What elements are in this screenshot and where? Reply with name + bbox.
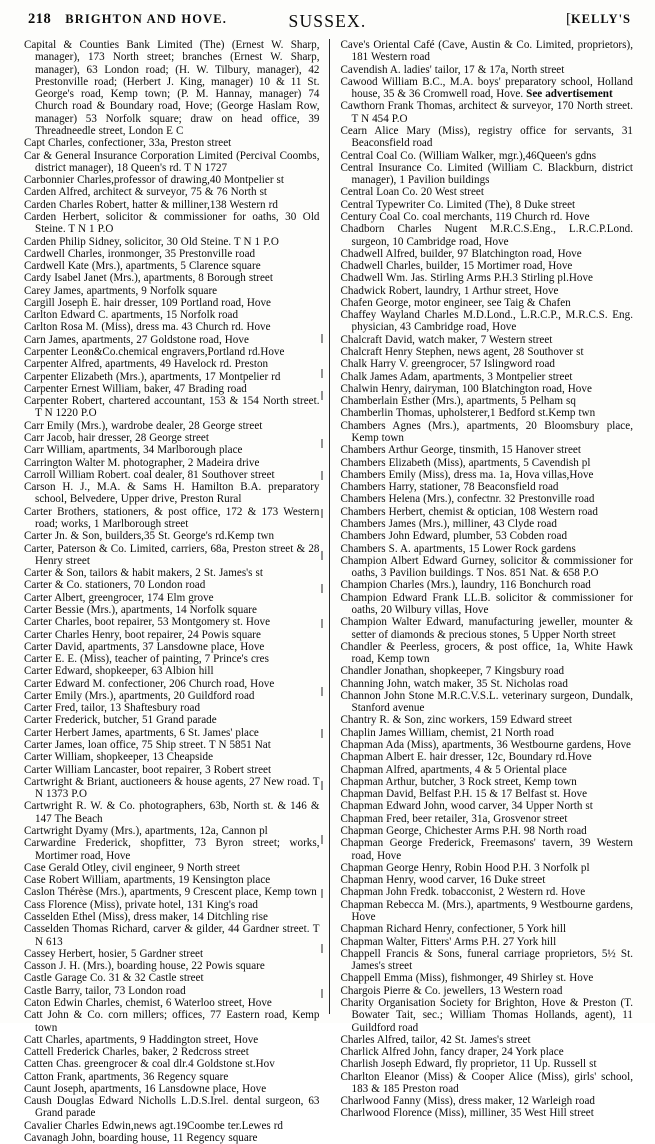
directory-entry: Central Typewriter Co. Limited (The), 8 Duke street bbox=[340, 198, 576, 211]
directory-entry: Carbonnier Charles,professor of drawing,40 Montpelier st bbox=[24, 174, 284, 187]
directory-entry: Carter James, loan office, 75 Ship street. T N 5851 Nat bbox=[24, 739, 271, 752]
directory-entry: Charlick Alfred John, fancy draper, 24 York place bbox=[340, 1046, 564, 1059]
directory-entry: Charlwood Florence (Miss), milliner, 35 West Hill street bbox=[340, 1107, 594, 1120]
directory-entry: Carter Charles, boot repairer, 53 Montgomery st. Hove bbox=[24, 616, 271, 629]
directory-entry: Cavendish A. ladies' tailor, 17 & 17a, North street bbox=[340, 63, 565, 76]
directory-entry: Caush Douglas Edward Nicholls L.D.S.Irel. dental surgeon, 63 Grand parade bbox=[24, 1095, 320, 1120]
directory-entry: Caslon Thérèse (Mrs.), apartments, 9 Crescent place, Kemp town bbox=[24, 886, 317, 899]
directory-entry: Chapman Rebecca M. (Mrs.), apartments, 9 Westbourne gardens, Hove bbox=[340, 898, 633, 923]
directory-entry: Channon John Stone M.R.C.V.S.L. veterinary surgeon, Dundalk, Stanford avenue bbox=[340, 689, 633, 715]
directory-entry: Chadwell Wm. Jas. Stirling Arms P.H.3 Stirling pl.Hove bbox=[340, 272, 594, 285]
directory-entry: Chalwin Henry, dairyman, 100 Blatchington road, Hove bbox=[340, 382, 592, 395]
directory-entry: Charity Organisation Society for Brighton, Hove & Preston (T. Bowater Tait, sec.; William Thomas Hollands, agent), 11 Guildford road bbox=[340, 996, 633, 1034]
directory-entry: Cearn Alice Mary (Miss), registry office for servants, 31 Beaconsfield road bbox=[340, 124, 633, 150]
directory-entry: Catt John & Co. corn millers; offices, 77 Eastern road, Kemp town bbox=[24, 1009, 320, 1034]
directory-entry: Chaplin James William, chemist, 21 North road bbox=[340, 726, 554, 739]
directory-entry: Catton Frank, apartments, 36 Regency square bbox=[24, 1070, 229, 1083]
directory-entry: Champion Edward Frank LL.B. solicitor & commissioner for oaths, 20 Wilbury villas, Hove bbox=[340, 591, 633, 616]
directory-entry: Carter Fred, tailor, 13 Shaftesbury road bbox=[24, 702, 201, 715]
directory-entry: Chafen George, motor engineer, see Taig & Chafen bbox=[340, 296, 571, 309]
directory-entry: Cartwright Dyamy (Mrs.), apartments, 12a, Cannon pl bbox=[24, 825, 268, 837]
directory-entry: Carter Bessie (Mrs.), apartments, 14 Norfolk square bbox=[24, 603, 257, 616]
directory-entry: Chambers Agnes (Mrs.), apartments, 20 Bloomsbury place, Kemp town bbox=[340, 419, 633, 444]
directory-entry: Carter Edward M. confectioner, 206 Church road, Hove bbox=[24, 677, 275, 690]
directory-entry: Cavalier Charles Edwin,news agt.19Coombe ter.Lewes rd bbox=[24, 1119, 283, 1132]
directory-entry: Charlton Eleanor (Miss) & Cooper Alice (Miss), girls' school, 183 & 185 Preston road bbox=[340, 1070, 633, 1095]
directory-columns bbox=[24, 39, 633, 1144]
directory-entry: Chalcraft David, watch maker, 7 Western street bbox=[340, 333, 553, 346]
directory-entry: Carter & Son, tailors & habit makers, 2 St. James's st bbox=[24, 567, 263, 580]
directory-entry: Carter, Paterson & Co. Limited, carriers, 68a, Preston street & 28 Henry street bbox=[24, 542, 320, 567]
directory-entry: Cartwright R. W. & Co. photographers, 63b, North st. & 146 & 147 The Beach bbox=[24, 800, 320, 825]
directory-entry: Carn James, apartments, 27 Goldstone road, Hove bbox=[24, 333, 249, 346]
directory-entry: Chantry R. & Son, zinc workers, 159 Edward street bbox=[340, 714, 572, 727]
directory-entry: Chalk James Adam, apartments, 3 Montpelier street bbox=[340, 370, 573, 383]
directory-entry: Cass Florence (Miss), private hotel, 131 King's road bbox=[24, 898, 258, 911]
directory-entry: Chamberlain Esther (Mrs.), apartments, 5 Pelham sq bbox=[340, 395, 576, 408]
directory-entry: Chambers Helena (Mrs.), confectnr. 32 Prestonville road bbox=[340, 493, 595, 506]
directory-entry: Chapman Fred, beer retailer, 31a, Grosvenor street bbox=[340, 812, 568, 825]
directory-entry: Carrington Walter M. photographer, 2 Madeira drive bbox=[24, 456, 260, 469]
directory-entry: Chandler Jonathan, shopkeeper, 7 Kingsbury road bbox=[340, 665, 565, 678]
directory-entry: Castle Garage Co. 31 & 32 Castle street bbox=[24, 972, 204, 985]
directory-entry: Chapman Alfred, apartments, 4 & 5 Oriental place bbox=[340, 763, 567, 776]
directory-entry: Chandler & Peerless, grocers, & post office, 1a, White Hawk road, Kemp town bbox=[340, 640, 633, 666]
directory-entry: Chambers Harry, stationer, 78 Beaconsfield road bbox=[340, 481, 559, 494]
directory-entry: Chadwell Charles, builder, 15 Mortimer road, Hove bbox=[340, 260, 573, 273]
directory-entry: Carpenter Elizabeth (Mrs.), apartments, 17 Montpelier rd bbox=[24, 370, 281, 383]
directory-entry: Central Loan Co. 20 West street bbox=[340, 186, 484, 199]
directory-entry: Chapman Arthur, butcher, 3 Rock street, Kemp town bbox=[340, 775, 577, 788]
directory-entry: Cavanagh John, boarding house, 11 Regency square bbox=[24, 1132, 258, 1144]
directory-entry: Carpenter Robert, chartered accountant, 153 & 154 North street. T N 1220 P.O bbox=[24, 395, 320, 420]
directory-entry: Cardwell Charles, ironmonger, 35 Prestonville road bbox=[24, 247, 256, 260]
directory-entry: Cawood William B.C., M.A. boys' preparatory school, Holland house, 35 & 36 Cromwell road, Hove. See advertisement bbox=[340, 75, 633, 101]
directory-entry: Chapman Albert E. hair dresser, 12c, Boundary rd.Hove bbox=[340, 751, 592, 764]
directory-entry: Caunt Joseph, apartments, 16 Lansdowne place, Hove bbox=[24, 1082, 267, 1095]
directory-entry: Carter Frederick, butcher, 51 Grand parade bbox=[24, 714, 217, 727]
directory-entry: Chapman George, Chichester Arms P.H. 98 North road bbox=[340, 825, 587, 837]
directory-entry: Chaffey Wayland Charles M.D.Lond., L.R.C.P., M.R.C.S. Eng. physician, 43 Cambridge road, Hove bbox=[340, 309, 633, 334]
directory-entry: Casselden Ethel (Miss), dress maker, 14 Ditchling rise bbox=[24, 910, 268, 923]
directory-entry: Case Gerald Otley, civil engineer, 9 North street bbox=[24, 861, 240, 874]
running-head bbox=[24, 11, 633, 33]
directory-entry: Carter & Co. stationers, 70 London road bbox=[24, 579, 206, 592]
running-head-place: BRIGHTON AND HOVE. bbox=[65, 12, 228, 26]
directory-entry: Carter Emily (Mrs.), apartments, 20 Guildford road bbox=[24, 689, 255, 702]
directory-entry: Carey James, apartments, 9 Norfolk square bbox=[24, 284, 218, 297]
directory-entry: Carter William, shopkeeper, 13 Cheapside bbox=[24, 751, 214, 764]
directory-entry: Century Coal Co. coal merchants, 119 Church rd. Hove bbox=[340, 210, 590, 223]
directory-entry: Carr William, apartments, 34 Marlborough place bbox=[24, 444, 243, 457]
directory-entry: Chapman Henry, wood carver, 16 Duke street bbox=[340, 874, 546, 887]
directory-entry: Casselden Thomas Richard, carver & gilder, 44 Gardner street. T N 613 bbox=[24, 923, 320, 948]
directory-entry: Cattell Frederick Charles, baker, 2 Redcross street bbox=[24, 1046, 249, 1059]
directory-entry: Champion Charles (Mrs.), laundry, 116 Bonchurch road bbox=[340, 579, 591, 592]
directory-entry: Carson H. J., M.A. & Sams H. Hamilton B.A. preparatory school, Belvedere, Upper drive, Preston Rural bbox=[24, 481, 320, 506]
directory-entry: Carlton Rosa M. (Miss), dress ma. 43 Church rd. Hove bbox=[24, 321, 271, 334]
directory-entry: Chadwick Robert, laundry, 1 Arthur street, Hove bbox=[340, 284, 559, 297]
directory-entry: Carter David, apartments, 37 Lansdowne place, Hove bbox=[24, 640, 265, 653]
directory-entry: Cardwell Kate (Mrs.), apartments, 5 Clarence square bbox=[24, 260, 261, 273]
directory-entry: Chadborn Charles Nugent M.R.C.S.Eng., L.R.C.P.Lond. surgeon, 10 Cambridge road, Hove bbox=[340, 223, 633, 248]
directory-entry: Carden Herbert, solicitor & commissioner for oaths, 30 Old Steine. T N 1 P.O bbox=[24, 210, 320, 236]
directory-entry: Chambers John Edward, plumber, 53 Cobden road bbox=[340, 530, 568, 543]
directory-entry: Carden Philip Sidney, solicitor, 30 Old Steine. T N 1 P.O bbox=[24, 235, 279, 248]
directory-entry: Catten Chas. greengrocer & coal dlr.4 Goldstone st.Hov bbox=[24, 1058, 275, 1071]
directory-entry: Champion Albert Edward Gurney, solicitor & commissioner for oaths, 3 Pavilion buildings. T Nos. 851 Nat. & 658 P.O bbox=[340, 554, 633, 580]
directory-entry: Carpenter Leon&Co.chemical engravers,Portland rd.Hove bbox=[24, 346, 285, 359]
directory-entry: Carter E. E. (Miss), teacher of painting, 7 Prince's cres bbox=[24, 653, 269, 666]
directory-entry: Carden Alfred, architect & surveyor, 75 & 76 North st bbox=[24, 186, 268, 199]
directory-entry: Chapman Edward John, wood carver, 34 Upper North st bbox=[340, 800, 593, 813]
directory-entry: Chalcraft Henry Stephen, news agent, 28 Southover st bbox=[340, 346, 584, 359]
directory-entry: Carter William Lancaster, boot repairer, 3 Robert street bbox=[24, 763, 272, 776]
directory-entry: Cave's Oriental Café (Cave, Austin & Co. Limited, proprietors), 181 Western road bbox=[340, 39, 633, 64]
directory-entry: Chamberlin Thomas, upholsterer,1 Bedford st.Kemp twn bbox=[340, 407, 596, 420]
directory-entry: Chappell Emma (Miss), fishmonger, 49 Shirley st. Hove bbox=[340, 972, 594, 985]
directory-entry: Chappell Francis & Sons, funeral carriage proprietors, 5½ St. James's street bbox=[340, 947, 633, 973]
directory-entry: Chambers Elizabeth (Miss), apartments, 5 Cavendish pl bbox=[340, 456, 591, 469]
directory-entry: Caton Edwin Charles, chemist, 6 Waterloo street, Hove bbox=[24, 996, 272, 1009]
directory-entry: Carter Edward, shopkeeper, 63 Albion hill bbox=[24, 665, 214, 678]
running-head-county: SUSSEX. bbox=[288, 11, 367, 31]
directory-entry: Chambers Emily (Miss), dress ma. 1a, Hova villas,Hove bbox=[340, 468, 594, 481]
directory-entry: Charlish Joseph Edward, fly proprietor, 11 Up. Russell st bbox=[340, 1058, 597, 1071]
directory-entry: Carter Herbert James, apartments, 6 St. James' place bbox=[24, 726, 259, 739]
directory-entry: Chapman John Fredk. tobacconist, 2 Western rd. Hove bbox=[340, 886, 586, 899]
directory-entry: Chapman Walter, Fitters' Arms P.H. 27 York hill bbox=[340, 935, 557, 948]
directory-entry: Carr Emily (Mrs.), wardrobe dealer, 28 George street bbox=[24, 419, 263, 432]
directory-entry: Castle Barry, tailor, 73 London road bbox=[24, 984, 186, 997]
directory-entry: Cartwright & Briant, auctioneers & house agents, 27 New road. T N 1373 P.O bbox=[24, 775, 320, 801]
directory-entry: Casson J. H. (Mrs.), boarding house, 22 Powis square bbox=[24, 960, 265, 973]
directory-entry: Carter Charles Henry, boot repairer, 24 Powis square bbox=[24, 628, 261, 641]
directory-entry: Cassey Herbert, hosier, 5 Gardner street bbox=[24, 947, 204, 960]
directory-entry: Carter Albert, greengrocer, 174 Elm grove bbox=[24, 591, 214, 604]
directory-entry: Channing John, watch maker, 35 St. Nicholas road bbox=[340, 677, 568, 690]
directory-entry: Chapman George Henry, Robin Hood P.H. 3 Norfolk pl bbox=[340, 861, 590, 874]
directory-entry: Charles Alfred, tailor, 42 St. James's street bbox=[340, 1033, 531, 1046]
directory-entry: Carwardine Frederick, shopfitter, 73 Byron street; works, Mortimer road, Hove bbox=[24, 837, 320, 862]
directory-entry: Cargill Joseph E. hair dresser, 109 Portland road, Hove bbox=[24, 296, 271, 309]
directory-entry: Chapman George Frederick, Freemasons' tavern, 39 Western road, Hove bbox=[340, 837, 633, 862]
running-head-publisher bbox=[566, 11, 631, 28]
directory-entry: Chambers James (Mrs.), milliner, 43 Clyde road bbox=[340, 517, 557, 530]
directory-entry: Champion Walter Edward, manufacturing jeweller, mounter & setter of diamonds & precious stones, 5 Upper North street bbox=[340, 616, 633, 641]
directory-entry: Chadwell Alfred, builder, 97 Blatchington road, Hove bbox=[340, 247, 582, 260]
directory-entry: Chambers Arthur George, tinsmith, 15 Hanover street bbox=[340, 444, 581, 457]
directory-entry: Catt Charles, apartments, 9 Haddington street, Hove bbox=[24, 1033, 259, 1046]
directory-entry: Chambers Herbert, chemist & optician, 108 Western road bbox=[340, 505, 598, 518]
directory-entry: Carden Charles Robert, hatter & milliner,138 Western rd bbox=[24, 198, 278, 211]
directory-entry: Carr Jacob, hair dresser, 28 George street bbox=[24, 432, 209, 444]
directory-entry: Central Coal Co. (William Walker, mgr.),46Queen's gdns bbox=[340, 149, 597, 162]
directory-entry: Chambers S. A. apartments, 15 Lower Rock gardens bbox=[340, 542, 576, 555]
directory-entry: Carter Brothers, stationers, & post office, 172 & 173 Western road; works, 1 Marlborough street bbox=[24, 505, 320, 530]
directory-entry: Central Insurance Co. Limited (William C. Blackburn, district manager), 1 Pavilion buildings bbox=[340, 161, 633, 187]
directory-entry: Chalk Harry V. greengrocer, 57 Islingword road bbox=[340, 358, 555, 371]
column-right bbox=[329, 39, 634, 1120]
directory-entry: Chapman Ada (Miss), apartments, 36 Westbourne gardens, Hove bbox=[340, 739, 631, 752]
directory-entry: Capital & Counties Bank Limited (The) (Ernest W. Sharp, manager), 173 North street; branches (Ernest W. Sharp, manager), 63 London road; (H. W. Tilbury, manager), 42 Prestonville road; (Herbert J. King, manager) 10 & 11 St. George's road, Kemp town; (P. M. Hannay, manager) 74 Church road & Boundary road, Hove; (George Haslam Row, manager) 53 Norfolk square; draw on head office, 39 Threadneedle street, London E C bbox=[24, 39, 320, 137]
directory-entry: Capt Charles, confectioner, 33a, Preston street bbox=[24, 137, 232, 150]
page-folio-number: 218 bbox=[28, 11, 52, 27]
directory-entry: Chargois Pierre & Co. jewellers, 13 Western road bbox=[340, 984, 563, 997]
directory-entry: Chapman David, Belfast P.H. 15 & 17 Belfast st. Hove bbox=[340, 788, 588, 801]
directory-entry: Carter Jn. & Son, builders,35 St. George's rd.Kemp twn bbox=[24, 530, 275, 543]
directory-entry: Carpenter Ernest William, baker, 47 Brading road bbox=[24, 382, 247, 395]
directory-entry: Chapman Richard Henry, confectioner, 5 York hill bbox=[340, 923, 567, 936]
directory-entry: Cardy Isabel Janet (Mrs.), apartments, 8 Borough street bbox=[24, 272, 273, 285]
directory-entry: Carlton Edward C. apartments, 15 Norfolk road bbox=[24, 309, 239, 322]
directory-entry: Charlwood Fanny (Miss), dress maker, 12 Warleigh road bbox=[340, 1095, 595, 1108]
column-left bbox=[24, 39, 329, 1144]
publisher-name: KELLY'S bbox=[570, 12, 631, 26]
directory-entry: Carroll William Robert. coal dealer, 81 Southover street bbox=[24, 468, 275, 481]
bracket-glyph: [ bbox=[565, 11, 571, 27]
directory-entry: Case Robert William, apartments, 19 Kensington place bbox=[24, 874, 271, 887]
directory-entry: Carpenter Alfred, apartments, 49 Havelock rd. Preston bbox=[24, 358, 269, 371]
directory-entry: Cawthorn Frank Thomas, architect & surveyor, 170 North street. T N 454 P.O bbox=[340, 100, 633, 125]
directory-entry: Car & General Insurance Corporation Limited (Percival Coombs, district manager), 18 Queen's rd. T N 1727 bbox=[24, 149, 320, 174]
